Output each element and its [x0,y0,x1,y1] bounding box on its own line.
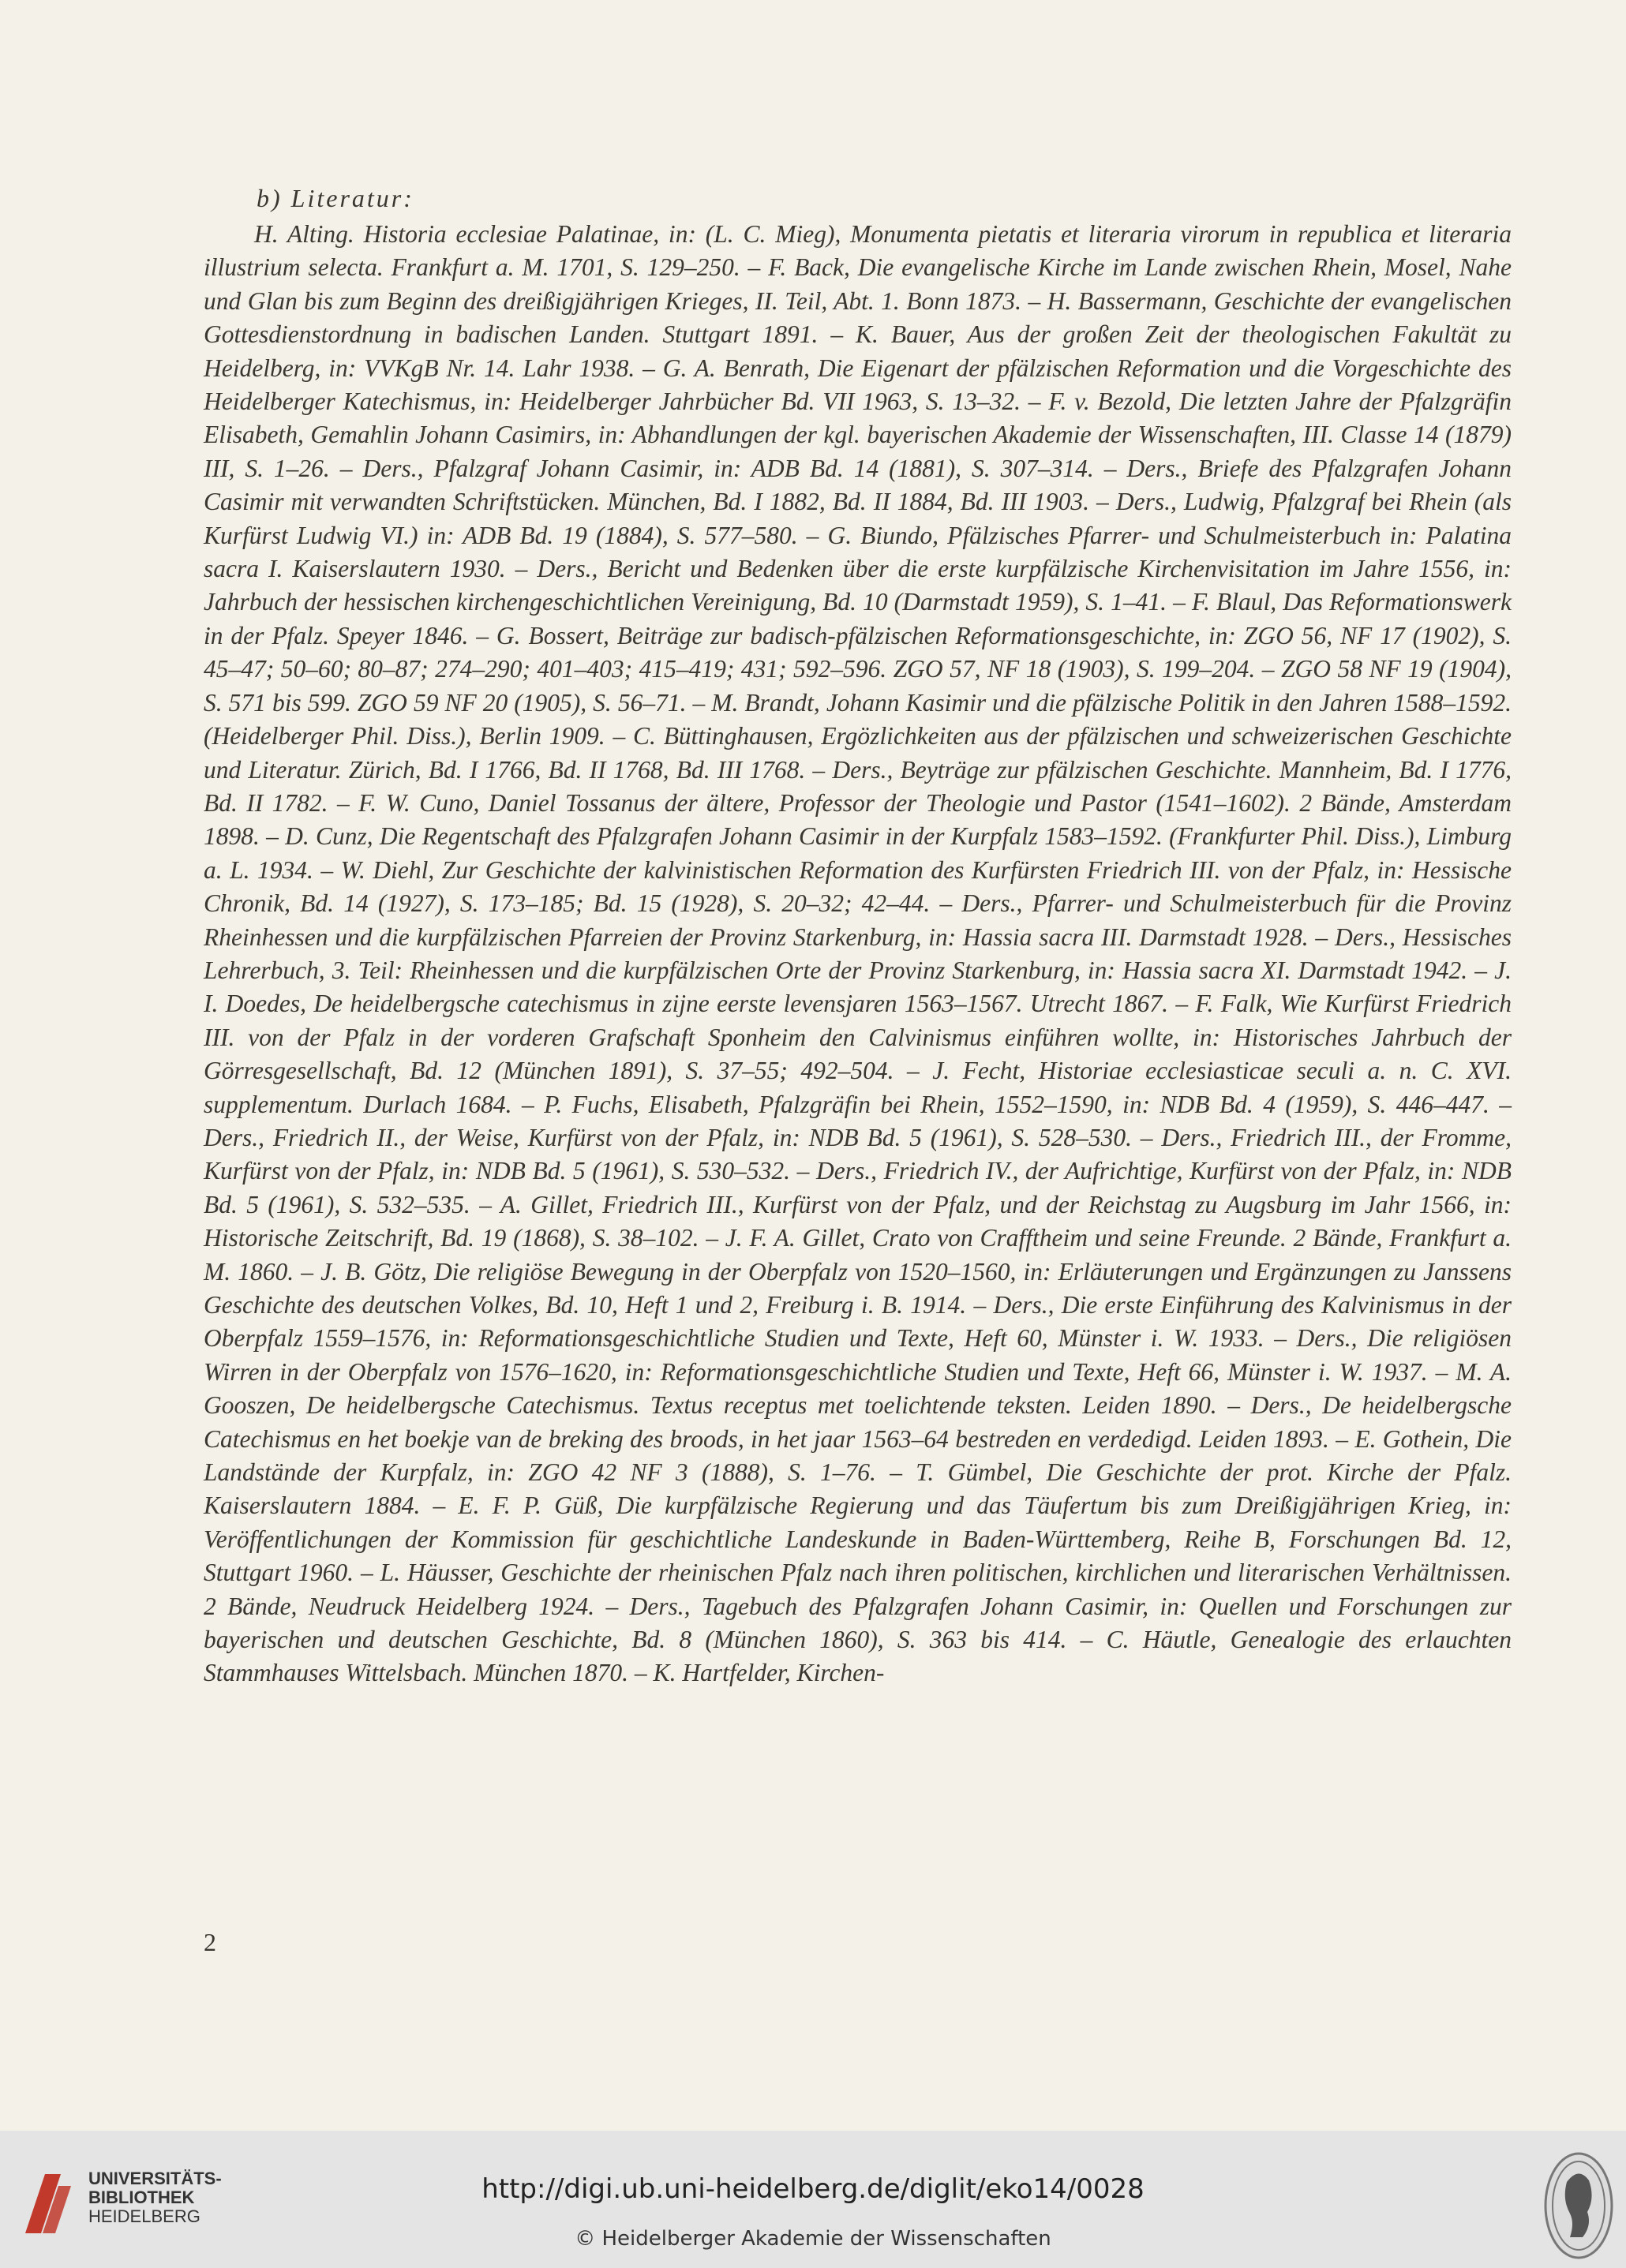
academy-seal-icon [1543,2150,1614,2261]
bibliography-text [204,218,1512,1690]
copyright-text: © Heidelberger Akademie der Wissenschaften [575,2227,1051,2251]
library-name-line3: HEIDELBERG [88,2206,200,2226]
page-number: 2 [204,1928,216,1956]
library-name-line1: UNIVERSITÄTS- [88,2169,222,2188]
library-name-line2: BIBLIOTHEK [88,2188,195,2207]
document-url-link[interactable]: http://digi.ub.uni-heidelberg.de/diglit/eko14/0028 [481,2173,1145,2205]
section-heading: b) Literatur: [257,184,414,212]
bibliography-paragraph: H. Alting. Historia ecclesiae Palatinae, in: (L. C. Mieg), Monumenta pietatis et literaria virorum in republica et literaria illustrium selecta. Frankfurt a. M. 1701, S. 129–250. – F. Back, Die evangelische Kirche im Lande zwischen Rhein, Mosel, Nahe und Glan bis zum Beginn des dreißigjährigen Krieges, II. Teil, Abt. 1. Bonn 1873. – H. Bassermann, Geschichte der evangelischen Gottesdienstordnung in badischen Landen. Stuttgart 1891. – K. Bauer, Aus der großen Zeit der theologischen Fakultät zu Heidelberg, in: VVKgB Nr. 14. Lahr 1938. – G. A. Benrath, Die Eigenart der pfälzischen Reformation und die Vorgeschichte des Heidelberger Katechismus, in: Heidelberger Jahrbücher Bd. VII 1963, S. 13–32. – F. v. Bezold, Die letzten Jahre der Pfalzgräfin Elisabeth, Gemahlin Johann Casimirs, in: Abhandlungen der kgl. bayerischen Akademie der Wissenschaften, III. Classe 14 (1879) III, S. 1–26. – Ders., Pfalzgraf Johann Casimir, in: ADB Bd. 14 (1881), S. 307–314. – Ders., Briefe des Pfalzgrafen Johann Casimir mit verwandten Schriftstücken. München, Bd. I 1882, Bd. II 1884, Bd. III 1903. – Ders., Ludwig, Pfalzgraf bei Rhein (als Kurfürst Ludwig VI.) in: ADB Bd. 19 (1884), S. 577–580. – G. Biundo, Pfälzisches Pfarrer- und Schulmeisterbuch in: Palatina sacra I. Kaiserslautern 1930. – Ders., Bericht und Bedenken über die erste kurpfälzische Kirchenvisitation im Jahre 1556, in: Jahrbuch der hessischen kirchengeschichtlichen Vereinigung, Bd. 10 (Darmstadt 1959), S. 1–41. – F. Blaul, Das Reformationswerk in der Pfalz. Speyer 1846. – G. Bossert, Beiträge zur badisch-pfälzischen Reformationsgeschichte, in: ZGO 56, NF 17 (1902), S. 45–47; 50–60; 80–87; 274–290; 401–403; 415–419; 431; 592–596. ZGO 57, NF 18 (1903), S. 199–204. – ZGO 58 NF 19 (1904), S. 571 bis 599. ZGO 59 NF 20 (1905), S. 56–71. – M. Brandt, Johann Kasimir und die pfälzische Politik in den Jahren 1588–1592. (Heidelberger Phil. Diss.), Berlin 1909. – C. Büttinghausen, Ergözlichkeiten aus der pfälzischen und schweizerischen Geschichte und Literatur. Zürich, Bd. I 1766, Bd. II 1768, Bd. III 1768. – Ders., Beyträge zur pfälzischen Geschichte. Mannheim, Bd. I 1776, Bd. II 1782. – F. W. Cuno, Daniel Tossanus der ältere, Professor der Theologie und Pastor (1541–1602). 2 Bände, Amsterdam 1898. – D. Cunz, Die Regentschaft des Pfalzgrafen Johann Casimir in der Kurpfalz 1583–1592. (Frankfurter Phil. Diss.), Limburg a. L. 1934. – W. Diehl, Zur Geschichte der kalvinistischen Reformation des Kurfürsten Friedrich III. von der Pfalz, in: Hessische Chronik, Bd. 14 (1927), S. 173–185; Bd. 15 (1928), S. 20–32; 42–44. – Ders., Pfarrer- und Schulmeisterbuch für die Provinz Rheinhessen und die kurpfälzischen Pfarreien der Provinz Starkenburg, in: Hassia sacra III. Darmstadt 1928. – Ders., Hessisches Lehrerbuch, 3. Teil: Rheinhessen und die kurpfälzischen Orte der Provinz Starkenburg, in: Hassia sacra XI. Darmstadt 1942. – J. I. Doedes, De heidelbergsche catechismus in zijne eerste levensjaren 1563–1567. Utrecht 1867. – F. Falk, Wie Kurfürst Friedrich III. von der Pfalz in der vorderen Grafschaft Sponheim den Calvinismus einführen wollte, in: Historisches Jahrbuch der Görresgesellschaft, Bd. 12 (München 1891), S. 37–55; 492–504. – J. Fecht, Historiae ecclesiasticae seculi a. n. C. XVI. supplementum. Durlach 1684. – P. Fuchs, Elisabeth, Pfalzgräfin bei Rhein, 1552–1590, in: NDB Bd. 4 (1959), S. 446–447. – Ders., Friedrich II., der Weise, Kurfürst von der Pfalz, in: NDB Bd. 5 (1961), S. 528–530. – Ders., Friedrich III., der Fromme, Kurfürst von der Pfalz, in: NDB Bd. 5 (1961), S. 530–532. – Ders., Friedrich IV., der Aufrichtige, Kurfürst von der Pfalz, in: NDB Bd. 5 (1961), S. 532–535. – A. Gillet, Friedrich III., Kurfürst von der Pfalz, und der Reichstag zu Augsburg im Jahr 1566, in: Historische Zeitschrift, Bd. 19 (1868), S. 38–102. – J. F. A. Gillet, Crato von Crafftheim und seine Freunde. 2 Bände, Frankfurt a. M. 1860. – J. B. Götz, Die religiöse Bewegung in der Oberpfalz von 1520–1560, in: Erläuterungen und Ergänzungen zu Janssens Geschichte des deutschen Volkes, Bd. 10, Heft 1 und 2, Freiburg i. B. 1914. – Ders., Die erste Einführung des Kalvinismus in der Oberpfalz 1559–1576, in: Reformationsgeschichtliche Studien und Texte, Heft 60, Münster i. W. 1933. – Ders., Die religiösen Wirren in der Oberpfalz von 1576–1620, in: Reformationsgeschichtliche Studien und Texte, Heft 66, Münster i. W. 1937. – M. A. Gooszen, De heidelbergsche Catechismus. Textus receptus met toelichtende teksten. Leiden 1890. – Ders., De heidelbergsche Catechismus en het boekje van de breking des broods, in het jaar 1563–64 bestreden en verdedigd. Leiden 1893. – E. Gothein, Die Landstände der Kurpfalz, in: ZGO 42 NF 3 (1888), S. 1–76. – T. Gümbel, Die Geschichte der prot. Kirche der Pfalz. Kaiserslautern 1884. – E. F. P. Güß, Die kurpfälzische Regierung und das Täufertum bis zum Dreißigjährigen Krieg, in: Veröffentlichungen der Kommission für geschichtliche Landeskunde in Baden-Württemberg, Reihe B, Forschungen Bd. 12, Stuttgart 1960. – L. Häusser, Geschichte der rheinischen Pfalz nach ihren politischen, kirchlichen und literarischen Verhältnissen. 2 Bände, Neudruck Heidelberg 1924. – Ders., Tagebuch des Pfalzgrafen Johann Casimir, in: Quellen und Forschungen zur bayerischen und deutschen Geschichte, Bd. 8 (München 1860), S. 363 bis 414. – C. Häutle, Genealogie des erlauchten Stammhauses Wittelsbach. München 1870. – K. Hartfelder, Kirchen- [204,220,1512,1687]
